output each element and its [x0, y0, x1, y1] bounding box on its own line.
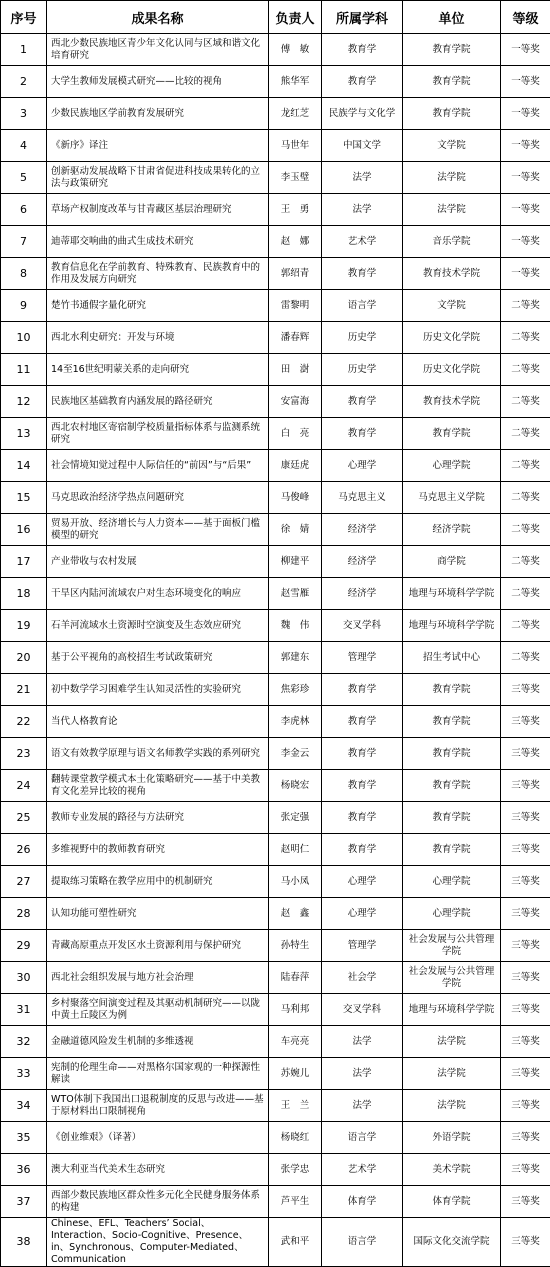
row-subject: 教育学 — [322, 34, 403, 66]
row-leader: 王 勇 — [269, 194, 322, 226]
table-row — [1, 802, 550, 834]
row-subject: 民族学与文化学 — [322, 98, 403, 130]
table-row — [1, 258, 550, 290]
row-subject: 社会学 — [322, 962, 403, 994]
row-title: 西北水利史研究：开发与环境 — [47, 322, 269, 354]
table-row — [1, 770, 550, 802]
row-leader: 白 亮 — [269, 418, 322, 450]
row-unit: 商学院 — [403, 546, 501, 578]
row-unit: 教育学院 — [403, 66, 501, 98]
table-row — [1, 418, 550, 450]
row-number: 4 — [1, 130, 47, 162]
row-leader: 车亮亮 — [269, 1026, 322, 1058]
row-leader: 康廷虎 — [269, 450, 322, 482]
row-subject: 语言学 — [322, 290, 403, 322]
row-subject: 教育学 — [322, 386, 403, 418]
row-level: 一等奖 — [501, 258, 550, 290]
row-number: 30 — [1, 962, 47, 994]
row-number: 2 — [1, 66, 47, 98]
row-title: 产业带收与农村发展 — [47, 546, 269, 578]
row-subject: 语言学 — [322, 1122, 403, 1154]
row-unit: 招生考试中心 — [403, 642, 501, 674]
row-subject: 艺术学 — [322, 226, 403, 258]
row-level: 三等奖 — [501, 802, 550, 834]
row-number: 19 — [1, 610, 47, 642]
row-subject: 法学 — [322, 194, 403, 226]
row-level: 三等奖 — [501, 1026, 550, 1058]
row-number: 12 — [1, 386, 47, 418]
row-title: 青藏高原重点开发区水土资源利用与保护研究 — [47, 930, 269, 962]
row-subject: 艺术学 — [322, 1154, 403, 1186]
row-number: 20 — [1, 642, 47, 674]
row-unit: 外语学院 — [403, 1122, 501, 1154]
table-row — [1, 482, 550, 514]
table-row — [1, 546, 550, 578]
row-leader: 马小凤 — [269, 866, 322, 898]
row-unit: 历史文化学院 — [403, 354, 501, 386]
row-number: 33 — [1, 1058, 47, 1090]
row-unit: 美术学院 — [403, 1154, 501, 1186]
row-leader: 安富海 — [269, 386, 322, 418]
row-number: 21 — [1, 674, 47, 706]
row-number: 34 — [1, 1090, 47, 1122]
table-row — [1, 1186, 550, 1218]
row-title: 教师专业发展的路径与方法研究 — [47, 802, 269, 834]
row-leader: 龙红芝 — [269, 98, 322, 130]
row-leader: 郭绍青 — [269, 258, 322, 290]
row-level: 三等奖 — [501, 898, 550, 930]
row-level: 二等奖 — [501, 322, 550, 354]
row-number: 32 — [1, 1026, 47, 1058]
table-row — [1, 674, 550, 706]
row-leader: 赵明仁 — [269, 834, 322, 866]
row-leader: 张定强 — [269, 802, 322, 834]
row-level: 三等奖 — [501, 1218, 550, 1267]
row-unit: 国际文化交流学院 — [403, 1218, 501, 1267]
row-subject: 语言学 — [322, 1218, 403, 1267]
col-header-subject: 所属学科 — [322, 1, 403, 34]
row-unit: 马克思主义学院 — [403, 482, 501, 514]
row-leader: 焦彩珍 — [269, 674, 322, 706]
row-title: 马克思政治经济学热点问题研究 — [47, 482, 269, 514]
row-level: 三等奖 — [501, 866, 550, 898]
row-leader: 马俊峰 — [269, 482, 322, 514]
row-leader: 赵雪雁 — [269, 578, 322, 610]
table-row — [1, 162, 550, 194]
row-title: 14至16世纪明蒙关系的走向研究 — [47, 354, 269, 386]
row-unit: 历史文化学院 — [403, 322, 501, 354]
row-unit: 教育技术学院 — [403, 258, 501, 290]
row-leader: 徐 婧 — [269, 514, 322, 546]
row-number: 13 — [1, 418, 47, 450]
row-leader: 杨晓红 — [269, 1122, 322, 1154]
row-title: 宪制的伦理生命——对黑格尔国家观的一种探源性解读 — [47, 1058, 269, 1090]
table-row — [1, 1026, 550, 1058]
row-level: 三等奖 — [501, 706, 550, 738]
row-leader: 王 兰 — [269, 1090, 322, 1122]
row-leader: 马利邦 — [269, 994, 322, 1026]
row-level: 二等奖 — [501, 290, 550, 322]
row-subject: 心理学 — [322, 898, 403, 930]
row-number: 3 — [1, 98, 47, 130]
table-row — [1, 386, 550, 418]
row-leader: 雷黎明 — [269, 290, 322, 322]
row-subject: 中国文学 — [322, 130, 403, 162]
row-number: 25 — [1, 802, 47, 834]
row-leader: 李玉璧 — [269, 162, 322, 194]
row-title: 教育信息化在学前教育、特殊教育、民族教育中的作用及发展方向研究 — [47, 258, 269, 290]
row-level: 一等奖 — [501, 226, 550, 258]
row-title: 《创业维艰》（译著） — [47, 1122, 269, 1154]
row-number: 27 — [1, 866, 47, 898]
row-leader: 芦平生 — [269, 1186, 322, 1218]
row-subject: 教育学 — [322, 674, 403, 706]
row-title: 初中数学学习困难学生认知灵活性的实验研究 — [47, 674, 269, 706]
col-header-unit: 单位 — [403, 1, 501, 34]
row-leader: 赵 娜 — [269, 226, 322, 258]
row-unit: 地理与环境科学学院 — [403, 578, 501, 610]
row-number: 15 — [1, 482, 47, 514]
row-unit: 心理学院 — [403, 866, 501, 898]
row-subject: 管理学 — [322, 642, 403, 674]
row-unit: 法学院 — [403, 1026, 501, 1058]
row-subject: 教育学 — [322, 834, 403, 866]
row-unit: 体育学院 — [403, 1186, 501, 1218]
row-title: 西北社会组织发展与地方社会治理 — [47, 962, 269, 994]
row-number: 37 — [1, 1186, 47, 1218]
table-row — [1, 1090, 550, 1122]
row-level: 二等奖 — [501, 610, 550, 642]
row-leader: 苏婉儿 — [269, 1058, 322, 1090]
row-unit: 音乐学院 — [403, 226, 501, 258]
row-subject: 法学 — [322, 1090, 403, 1122]
row-leader: 郭建东 — [269, 642, 322, 674]
table-row — [1, 706, 550, 738]
row-unit: 地理与环境科学学院 — [403, 994, 501, 1026]
row-leader: 潘春辉 — [269, 322, 322, 354]
row-level: 二等奖 — [501, 418, 550, 450]
table-row — [1, 450, 550, 482]
row-subject: 教育学 — [322, 770, 403, 802]
row-subject: 教育学 — [322, 258, 403, 290]
row-leader: 孙特生 — [269, 930, 322, 962]
row-subject: 马克思主义 — [322, 482, 403, 514]
row-number: 31 — [1, 994, 47, 1026]
table-row — [1, 1218, 550, 1267]
row-level: 二等奖 — [501, 450, 550, 482]
row-title: 贸易开放、经济增长与人力资本——基于面板门槛模型的研究 — [47, 514, 269, 546]
row-title: 楚竹书通假字量化研究 — [47, 290, 269, 322]
row-unit: 社会发展与公共管理学院 — [403, 930, 501, 962]
row-number: 24 — [1, 770, 47, 802]
table-row — [1, 130, 550, 162]
row-number: 17 — [1, 546, 47, 578]
row-level: 三等奖 — [501, 834, 550, 866]
row-unit: 经济学院 — [403, 514, 501, 546]
row-subject: 法学 — [322, 162, 403, 194]
row-subject: 教育学 — [322, 802, 403, 834]
row-title: 社会情境知觉过程中人际信任的“前因”与“后果” — [47, 450, 269, 482]
table-row — [1, 930, 550, 962]
row-subject: 历史学 — [322, 322, 403, 354]
row-title: 大学生教师发展模式研究——比较的视角 — [47, 66, 269, 98]
row-level: 一等奖 — [501, 98, 550, 130]
row-subject: 心理学 — [322, 450, 403, 482]
row-leader: 熊华军 — [269, 66, 322, 98]
table-row — [1, 610, 550, 642]
row-number: 7 — [1, 226, 47, 258]
row-level: 一等奖 — [501, 162, 550, 194]
row-number: 36 — [1, 1154, 47, 1186]
row-number: 6 — [1, 194, 47, 226]
row-unit: 文学院 — [403, 290, 501, 322]
row-level: 三等奖 — [501, 994, 550, 1026]
row-leader: 陆春萍 — [269, 962, 322, 994]
col-header-no: 序号 — [1, 1, 47, 34]
row-leader: 田 澍 — [269, 354, 322, 386]
table-row — [1, 34, 550, 66]
row-title: 金融道德风险发生机制的多维透视 — [47, 1026, 269, 1058]
row-title: 西北农村地区寄宿制学校质量指标体系与监测系统研究 — [47, 418, 269, 450]
row-title: 多维视野中的教师教育研究 — [47, 834, 269, 866]
row-title: 翻转课堂教学模式本土化策略研究——基于中美教育文化差异比较的视角 — [47, 770, 269, 802]
row-unit: 法学院 — [403, 1058, 501, 1090]
row-title: 认知功能可塑性研究 — [47, 898, 269, 930]
row-subject: 经济学 — [322, 578, 403, 610]
col-header-level: 等级 — [501, 1, 550, 34]
row-subject: 心理学 — [322, 866, 403, 898]
row-subject: 经济学 — [322, 546, 403, 578]
row-number: 11 — [1, 354, 47, 386]
row-number: 28 — [1, 898, 47, 930]
row-unit: 地理与环境科学学院 — [403, 610, 501, 642]
table-row — [1, 642, 550, 674]
row-level: 三等奖 — [501, 674, 550, 706]
table-row — [1, 738, 550, 770]
table-row — [1, 322, 550, 354]
row-title: Chinese、EFL、Teachers’ Social、Interaction、Socio-Cognitive、Presence、in、Synchronous、Computer-Mediated、Communication — [47, 1218, 269, 1267]
row-leader: 傅 敏 — [269, 34, 322, 66]
row-subject: 交叉学科 — [322, 994, 403, 1026]
row-level: 三等奖 — [501, 770, 550, 802]
table-row — [1, 354, 550, 386]
row-leader: 马世年 — [269, 130, 322, 162]
row-level: 三等奖 — [501, 1186, 550, 1218]
row-unit: 法学院 — [403, 194, 501, 226]
row-title: 草场产权制度改革与甘青藏区基层治理研究 — [47, 194, 269, 226]
row-title: 迪蒂耶交响曲的曲式生成技术研究 — [47, 226, 269, 258]
row-title: 澳大利亚当代美术生态研究 — [47, 1154, 269, 1186]
row-title: 《新序》译注 — [47, 130, 269, 162]
row-subject: 教育学 — [322, 738, 403, 770]
row-level: 一等奖 — [501, 66, 550, 98]
row-level: 二等奖 — [501, 578, 550, 610]
row-unit: 教育学院 — [403, 802, 501, 834]
table-row — [1, 514, 550, 546]
table-row — [1, 898, 550, 930]
row-subject: 体育学 — [322, 1186, 403, 1218]
row-subject: 教育学 — [322, 418, 403, 450]
row-level: 二等奖 — [501, 482, 550, 514]
row-subject: 历史学 — [322, 354, 403, 386]
row-leader: 赵 鑫 — [269, 898, 322, 930]
row-title: 西北少数民族地区青少年文化认同与区域和谐文化培育研究 — [47, 34, 269, 66]
row-number: 38 — [1, 1218, 47, 1267]
row-number: 26 — [1, 834, 47, 866]
row-unit: 心理学院 — [403, 898, 501, 930]
row-number: 23 — [1, 738, 47, 770]
table-row — [1, 1154, 550, 1186]
row-level: 三等奖 — [501, 1154, 550, 1186]
row-level: 一等奖 — [501, 130, 550, 162]
col-header-title: 成果名称 — [47, 1, 269, 34]
table-row — [1, 66, 550, 98]
row-title: 创新驱动发展战略下甘肃省促进科技成果转化的立法与政策研究 — [47, 162, 269, 194]
row-leader: 柳建平 — [269, 546, 322, 578]
row-number: 1 — [1, 34, 47, 66]
table-row — [1, 1058, 550, 1090]
row-leader: 杨晓宏 — [269, 770, 322, 802]
row-title: 当代人格教育论 — [47, 706, 269, 738]
row-title: 少数民族地区学前教育发展研究 — [47, 98, 269, 130]
row-unit: 教育学院 — [403, 98, 501, 130]
row-unit: 心理学院 — [403, 450, 501, 482]
table-row — [1, 994, 550, 1026]
row-subject: 法学 — [322, 1026, 403, 1058]
row-level: 二等奖 — [501, 546, 550, 578]
row-number: 22 — [1, 706, 47, 738]
row-unit: 社会发展与公共管理学院 — [403, 962, 501, 994]
row-number: 18 — [1, 578, 47, 610]
row-level: 三等奖 — [501, 1122, 550, 1154]
row-title: 西部少数民族地区群众性多元化全民健身服务体系的构建 — [47, 1186, 269, 1218]
table-row — [1, 962, 550, 994]
table-row — [1, 834, 550, 866]
row-unit: 法学院 — [403, 1090, 501, 1122]
row-number: 10 — [1, 322, 47, 354]
row-leader: 李金云 — [269, 738, 322, 770]
row-level: 三等奖 — [501, 1058, 550, 1090]
row-unit: 教育学院 — [403, 674, 501, 706]
table-row — [1, 290, 550, 322]
row-level: 二等奖 — [501, 514, 550, 546]
row-subject: 交叉学科 — [322, 610, 403, 642]
row-subject: 教育学 — [322, 66, 403, 98]
table-row — [1, 194, 550, 226]
row-level: 三等奖 — [501, 962, 550, 994]
table-row — [1, 866, 550, 898]
row-unit: 教育学院 — [403, 770, 501, 802]
row-level: 三等奖 — [501, 738, 550, 770]
row-subject: 教育学 — [322, 706, 403, 738]
row-subject: 管理学 — [322, 930, 403, 962]
table-row — [1, 578, 550, 610]
row-title: 乡村聚落空间演变过程及其驱动机制研究——以陇中黄土丘陵区为例 — [47, 994, 269, 1026]
row-title: 民族地区基础教育内涵发展的路径研究 — [47, 386, 269, 418]
row-unit: 法学院 — [403, 162, 501, 194]
row-leader: 李虎林 — [269, 706, 322, 738]
row-level: 三等奖 — [501, 930, 550, 962]
table-row — [1, 226, 550, 258]
table-row — [1, 1122, 550, 1154]
row-subject: 经济学 — [322, 514, 403, 546]
row-level: 二等奖 — [501, 386, 550, 418]
row-unit: 教育技术学院 — [403, 386, 501, 418]
row-level: 三等奖 — [501, 1090, 550, 1122]
row-number: 29 — [1, 930, 47, 962]
row-number: 16 — [1, 514, 47, 546]
row-leader: 张学忠 — [269, 1154, 322, 1186]
row-level: 二等奖 — [501, 354, 550, 386]
row-title: 基于公平视角的高校招生考试政策研究 — [47, 642, 269, 674]
row-unit: 教育学院 — [403, 706, 501, 738]
table-row — [1, 98, 550, 130]
row-unit: 文学院 — [403, 130, 501, 162]
row-title: 语文有效教学原理与语文名师教学实践的系列研究 — [47, 738, 269, 770]
header-row — [1, 1, 550, 34]
row-unit: 教育学院 — [403, 834, 501, 866]
row-leader: 武和平 — [269, 1218, 322, 1267]
row-subject: 法学 — [322, 1058, 403, 1090]
row-leader: 魏 伟 — [269, 610, 322, 642]
row-unit: 教育学院 — [403, 34, 501, 66]
row-level: 一等奖 — [501, 34, 550, 66]
row-level: 一等奖 — [501, 194, 550, 226]
row-title: 石羊河流域水土资源时空演变及生态效应研究 — [47, 610, 269, 642]
row-level: 二等奖 — [501, 642, 550, 674]
row-number: 8 — [1, 258, 47, 290]
row-number: 35 — [1, 1122, 47, 1154]
row-title: WTO体制下我国出口退税制度的反思与改进——基于原材料出口限制视角 — [47, 1090, 269, 1122]
row-number: 14 — [1, 450, 47, 482]
row-unit: 教育学院 — [403, 738, 501, 770]
row-title: 提取练习策略在教学应用中的机制研究 — [47, 866, 269, 898]
row-number: 5 — [1, 162, 47, 194]
col-header-leader: 负责人 — [269, 1, 322, 34]
row-title: 干旱区内陆河流域农户对生态环境变化的响应 — [47, 578, 269, 610]
row-unit: 教育学院 — [403, 418, 501, 450]
row-number: 9 — [1, 290, 47, 322]
